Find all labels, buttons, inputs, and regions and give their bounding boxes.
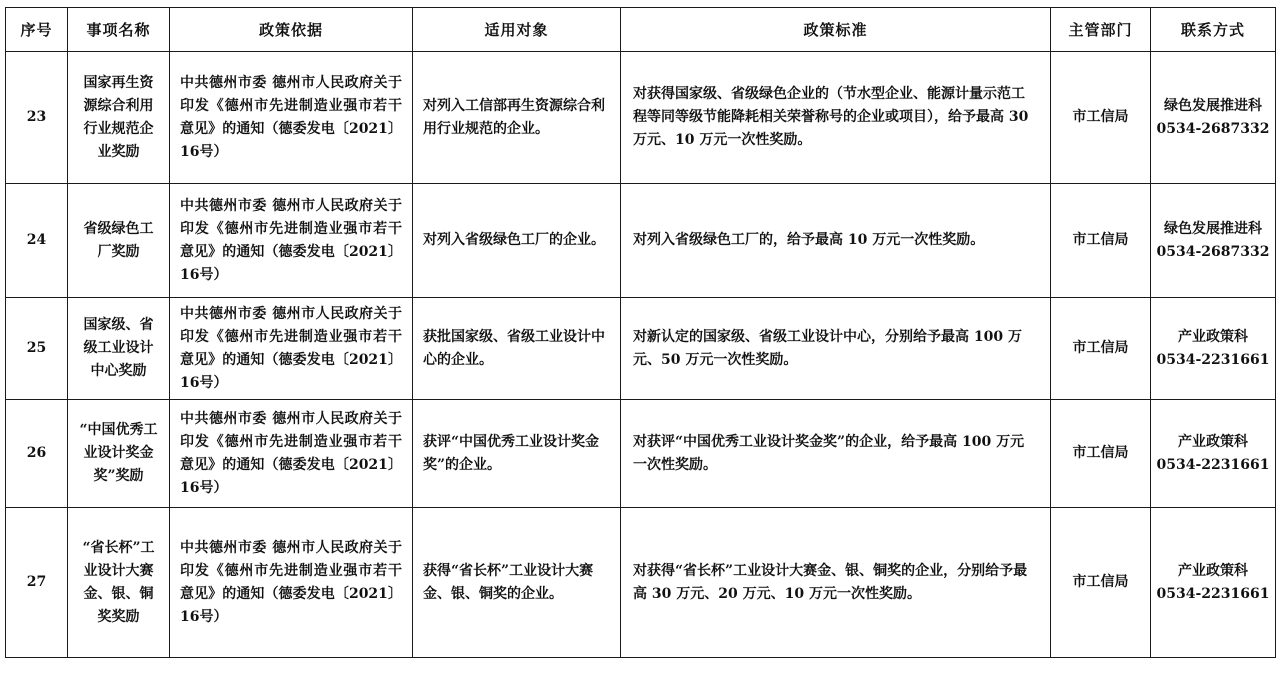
cell-name: 省级绿色工厂奖励 [68,184,170,298]
cell-dept: 市工信局 [1051,52,1151,184]
table-row [6,52,1276,184]
contact-unit: 产业政策科 [1178,328,1248,345]
cell-basis: 中共德州市委 德州市人民政府关于印发《德州市先进制造业强市若干意见》的通知（德委发电〔2021〕16号） [170,508,413,658]
contact-unit: 绿色发展推进科 [1164,97,1262,114]
contact-unit: 产业政策科 [1178,433,1248,450]
table-row [6,400,1276,508]
cell-dept: 市工信局 [1051,184,1151,298]
cell-target: 获评“中国优秀工业设计奖金奖”的企业。 [413,400,621,508]
table-row [6,508,1276,658]
header-row [6,8,1276,52]
header-standard: 政策标准 [621,8,1051,52]
cell-basis: 中共德州市委 德州市人民政府关于印发《德州市先进制造业强市若干意见》的通知（德委发电〔2021〕16号） [170,298,413,400]
cell-dept: 市工信局 [1051,508,1151,658]
contact-unit: 绿色发展推进科 [1164,220,1262,237]
cell-target: 获得“省长杯”工业设计大赛金、银、铜奖的企业。 [413,508,621,658]
contact-phone: 0534-2231661 [1156,351,1270,368]
cell-contact [1151,298,1276,400]
cell-contact [1151,400,1276,508]
cell-basis: 中共德州市委 德州市人民政府关于印发《德州市先进制造业强市若干意见》的通知（德委发电〔2021〕16号） [170,184,413,298]
contact-unit: 产业政策科 [1178,562,1248,579]
cell-standard: 对获得国家级、省级绿色企业的（节水型企业、能源计量示范工程等同等级节能降耗相关荣誉称号的企业或项目），给予最高 30 万元、10 万元一次性奖励。 [621,52,1051,184]
header-basis: 政策依据 [170,8,413,52]
cell-target: 对列入工信部再生资源综合利用行业规范的企业。 [413,52,621,184]
cell-standard: 对新认定的国家级、省级工业设计中心，分别给予最高 100 万元、50 万元一次性奖励。 [621,298,1051,400]
contact-phone: 0534-2687332 [1156,243,1270,260]
cell-standard: 对获得“省长杯”工业设计大赛金、银、铜奖的企业，分别给予最高 30 万元、20 万元、10 万元一次性奖励。 [621,508,1051,658]
cell-basis: 中共德州市委 德州市人民政府关于印发《德州市先进制造业强市若干意见》的通知（德委发电〔2021〕16号） [170,400,413,508]
header-name: 事项名称 [68,8,170,52]
cell-no: 26 [6,400,68,508]
contact-phone: 0534-2687332 [1156,120,1270,137]
cell-target: 获批国家级、省级工业设计中心的企业。 [413,298,621,400]
header-target: 适用对象 [413,8,621,52]
cell-contact [1151,184,1276,298]
policy-table-sheet [5,7,1275,658]
cell-standard: 对列入省级绿色工厂的，给予最高 10 万元一次性奖励。 [621,184,1051,298]
table-row [6,298,1276,400]
cell-dept: 市工信局 [1051,298,1151,400]
header-dept: 主管部门 [1051,8,1151,52]
cell-no: 24 [6,184,68,298]
cell-standard: 对获评“中国优秀工业设计奖金奖”的企业，给予最高 100 万元一次性奖励。 [621,400,1051,508]
cell-name: 国家再生资源综合利用行业规范企业奖励 [68,52,170,184]
contact-phone: 0534-2231661 [1156,456,1270,473]
cell-contact [1151,508,1276,658]
cell-target: 对列入省级绿色工厂的企业。 [413,184,621,298]
contact-phone: 0534-2231661 [1156,585,1270,602]
cell-no: 25 [6,298,68,400]
cell-name: 国家级、省级工业设计中心奖励 [68,298,170,400]
cell-contact [1151,52,1276,184]
cell-dept: 市工信局 [1051,400,1151,508]
cell-no: 23 [6,52,68,184]
policy-table [5,7,1276,658]
cell-name: “中国优秀工业设计奖金奖”奖励 [68,400,170,508]
header-no: 序号 [6,8,68,52]
cell-no: 27 [6,508,68,658]
table-row [6,184,1276,298]
header-contact: 联系方式 [1151,8,1276,52]
cell-basis: 中共德州市委 德州市人民政府关于印发《德州市先进制造业强市若干意见》的通知（德委发电〔2021〕16号） [170,52,413,184]
cell-name: “省长杯”工业设计大赛金、银、铜奖奖励 [68,508,170,658]
